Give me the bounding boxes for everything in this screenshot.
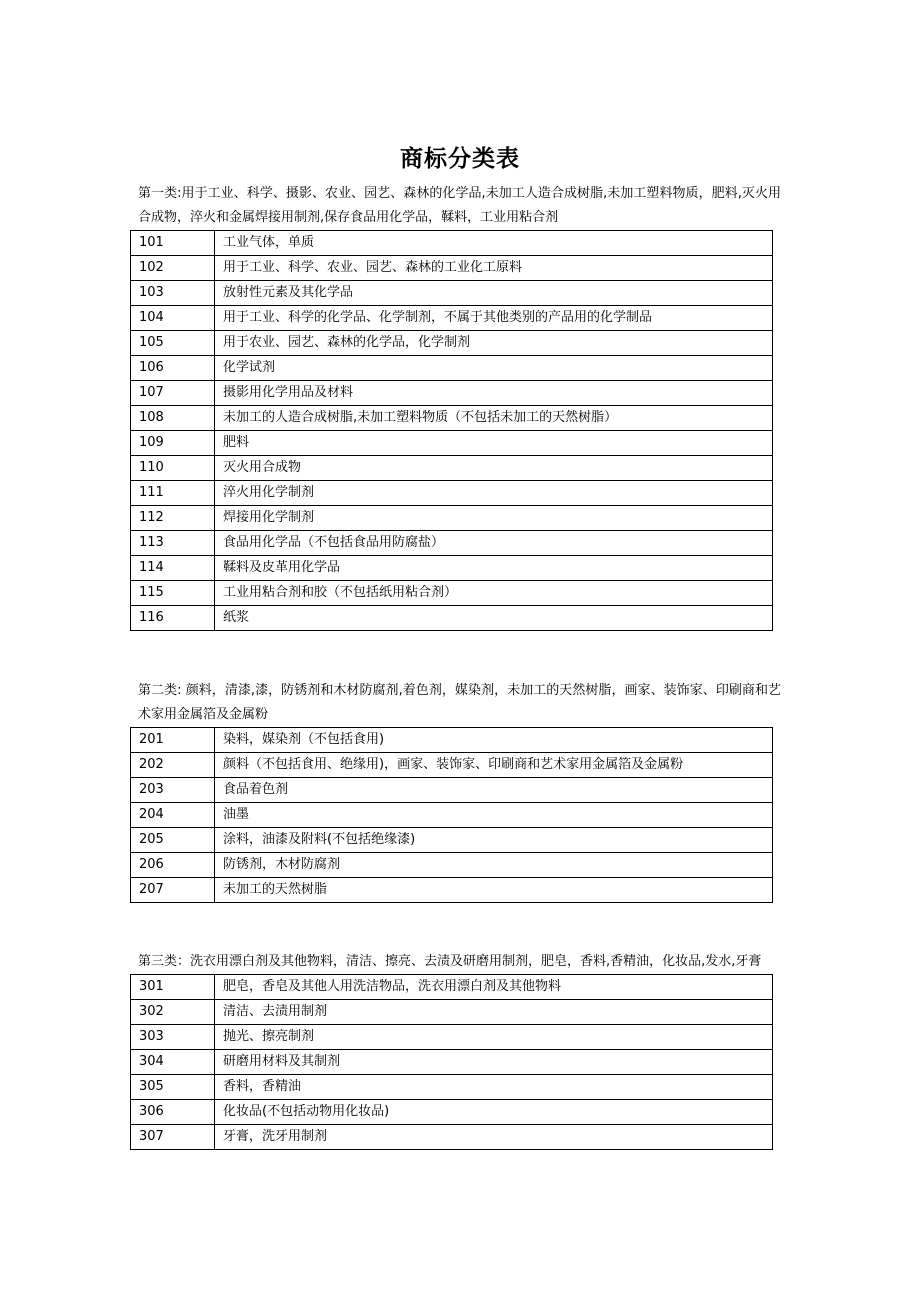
class-code: 109 bbox=[131, 431, 215, 456]
class-name: 鞣料及皮革用化学品 bbox=[215, 556, 773, 581]
class-name: 香料，香精油 bbox=[215, 1075, 773, 1100]
class-code: 104 bbox=[131, 306, 215, 331]
table-row bbox=[131, 753, 773, 778]
class-code: 112 bbox=[131, 506, 215, 531]
class-1-table bbox=[130, 230, 773, 631]
class-code: 103 bbox=[131, 281, 215, 306]
class-2-section bbox=[138, 679, 781, 903]
class-name: 食品着色剂 bbox=[215, 778, 773, 803]
class-name: 化学试剂 bbox=[215, 356, 773, 381]
class-name: 颜料（不包括食用、绝缘用)，画家、装饰家、印刷商和艺术家用金属箔及金属粉 bbox=[215, 753, 773, 778]
table-row bbox=[131, 1125, 773, 1150]
class-name: 牙膏，洗牙用制剂 bbox=[215, 1125, 773, 1150]
class-code: 201 bbox=[131, 728, 215, 753]
class-code: 207 bbox=[131, 878, 215, 903]
class-name: 食品用化学品（不包括食品用防腐盐） bbox=[215, 531, 773, 556]
class-code: 105 bbox=[131, 331, 215, 356]
table-row bbox=[131, 803, 773, 828]
class-name: 油墨 bbox=[215, 803, 773, 828]
table-row bbox=[131, 1100, 773, 1125]
table-row bbox=[131, 281, 773, 306]
class-code: 113 bbox=[131, 531, 215, 556]
class-3-table bbox=[130, 974, 773, 1150]
class-name: 摄影用化学用品及材料 bbox=[215, 381, 773, 406]
class-name: 灭火用合成物 bbox=[215, 456, 773, 481]
class-name: 涂料，油漆及附料(不包括绝缘漆) bbox=[215, 828, 773, 853]
class-code: 110 bbox=[131, 456, 215, 481]
table-row bbox=[131, 231, 773, 256]
table-row bbox=[131, 256, 773, 281]
class-name: 纸浆 bbox=[215, 606, 773, 631]
table-row bbox=[131, 581, 773, 606]
class-code: 202 bbox=[131, 753, 215, 778]
class-code: 115 bbox=[131, 581, 215, 606]
page-title: 商标分类表 bbox=[400, 146, 520, 172]
class-name: 肥皂，香皂及其他人用洗洁物品，洗衣用漂白剂及其他物料 bbox=[215, 975, 773, 1000]
table-row bbox=[131, 456, 773, 481]
class-name: 清洁、去渍用制剂 bbox=[215, 1000, 773, 1025]
class-3-description: 第三类：洗衣用漂白剂及其他物料，清洁、擦亮、去渍及研磨用制剂，肥皂，香料,香精油，化妆品,发水,牙膏 bbox=[138, 954, 762, 969]
table-row bbox=[131, 606, 773, 631]
class-code: 307 bbox=[131, 1125, 215, 1150]
table-row bbox=[131, 828, 773, 853]
table-row bbox=[131, 778, 773, 803]
class-1-section bbox=[138, 182, 781, 631]
class-name: 研磨用材料及其制剂 bbox=[215, 1050, 773, 1075]
table-row bbox=[131, 728, 773, 753]
class-name: 工业用粘合剂和胶（不包括纸用粘合剂） bbox=[215, 581, 773, 606]
class-code: 114 bbox=[131, 556, 215, 581]
class-code: 102 bbox=[131, 256, 215, 281]
class-name: 化妆品(不包括动物用化妆品) bbox=[215, 1100, 773, 1125]
class-name: 用于工业、科学、农业、园艺、森林的工业化工原料 bbox=[215, 256, 773, 281]
class-1-description: 第一类:用于工业、科学、摄影、农业、园艺、森林的化学品,未加工人造合成树脂,未加工塑料物质，肥料,灭火用合成物，淬火和金属焊接用制剂,保存食品用化学品，鞣料，工业用粘合剂 bbox=[138, 186, 781, 225]
class-name: 未加工的人造合成树脂,未加工塑料物质（不包括未加工的天然树脂） bbox=[215, 406, 773, 431]
class-code: 303 bbox=[131, 1025, 215, 1050]
table-row bbox=[131, 531, 773, 556]
class-3-section bbox=[138, 950, 781, 1150]
class-code: 106 bbox=[131, 356, 215, 381]
class-2-description: 第二类: 颜料，清漆,漆，防锈剂和木材防腐剂,着色剂，媒染剂，未加工的天然树脂，画家、装饰家、印刷商和艺术家用金属箔及金属粉 bbox=[138, 683, 781, 722]
class-name: 焊接用化学制剂 bbox=[215, 506, 773, 531]
class-name: 放射性元素及其化学品 bbox=[215, 281, 773, 306]
class-code: 107 bbox=[131, 381, 215, 406]
class-name: 淬火用化学制剂 bbox=[215, 481, 773, 506]
table-row bbox=[131, 306, 773, 331]
table-row bbox=[131, 481, 773, 506]
class-code: 206 bbox=[131, 853, 215, 878]
class-code: 203 bbox=[131, 778, 215, 803]
class-2-table bbox=[130, 727, 773, 903]
table-row bbox=[131, 331, 773, 356]
class-code: 116 bbox=[131, 606, 215, 631]
class-name: 抛光、擦亮制剂 bbox=[215, 1025, 773, 1050]
class-name: 肥料 bbox=[215, 431, 773, 456]
class-name: 用于工业、科学的化学品、化学制剂，不属于其他类别的产品用的化学制品 bbox=[215, 306, 773, 331]
class-code: 108 bbox=[131, 406, 215, 431]
class-name: 染料，媒染剂（不包括食用) bbox=[215, 728, 773, 753]
table-row bbox=[131, 406, 773, 431]
table-row bbox=[131, 381, 773, 406]
class-code: 205 bbox=[131, 828, 215, 853]
class-code: 111 bbox=[131, 481, 215, 506]
table-row bbox=[131, 975, 773, 1000]
table-row bbox=[131, 431, 773, 456]
table-row bbox=[131, 853, 773, 878]
class-code: 305 bbox=[131, 1075, 215, 1100]
class-code: 306 bbox=[131, 1100, 215, 1125]
table-row bbox=[131, 556, 773, 581]
class-code: 204 bbox=[131, 803, 215, 828]
class-code: 301 bbox=[131, 975, 215, 1000]
table-row bbox=[131, 1000, 773, 1025]
table-row bbox=[131, 356, 773, 381]
class-code: 101 bbox=[131, 231, 215, 256]
table-row bbox=[131, 1025, 773, 1050]
class-name: 用于农业、园艺、森林的化学品，化学制剂 bbox=[215, 331, 773, 356]
class-name: 防锈剂，木材防腐剂 bbox=[215, 853, 773, 878]
class-code: 304 bbox=[131, 1050, 215, 1075]
table-row bbox=[131, 506, 773, 531]
class-name: 未加工的天然树脂 bbox=[215, 878, 773, 903]
table-row bbox=[131, 1050, 773, 1075]
table-row bbox=[131, 1075, 773, 1100]
class-code: 302 bbox=[131, 1000, 215, 1025]
class-name: 工业气体，单质 bbox=[215, 231, 773, 256]
table-row bbox=[131, 878, 773, 903]
